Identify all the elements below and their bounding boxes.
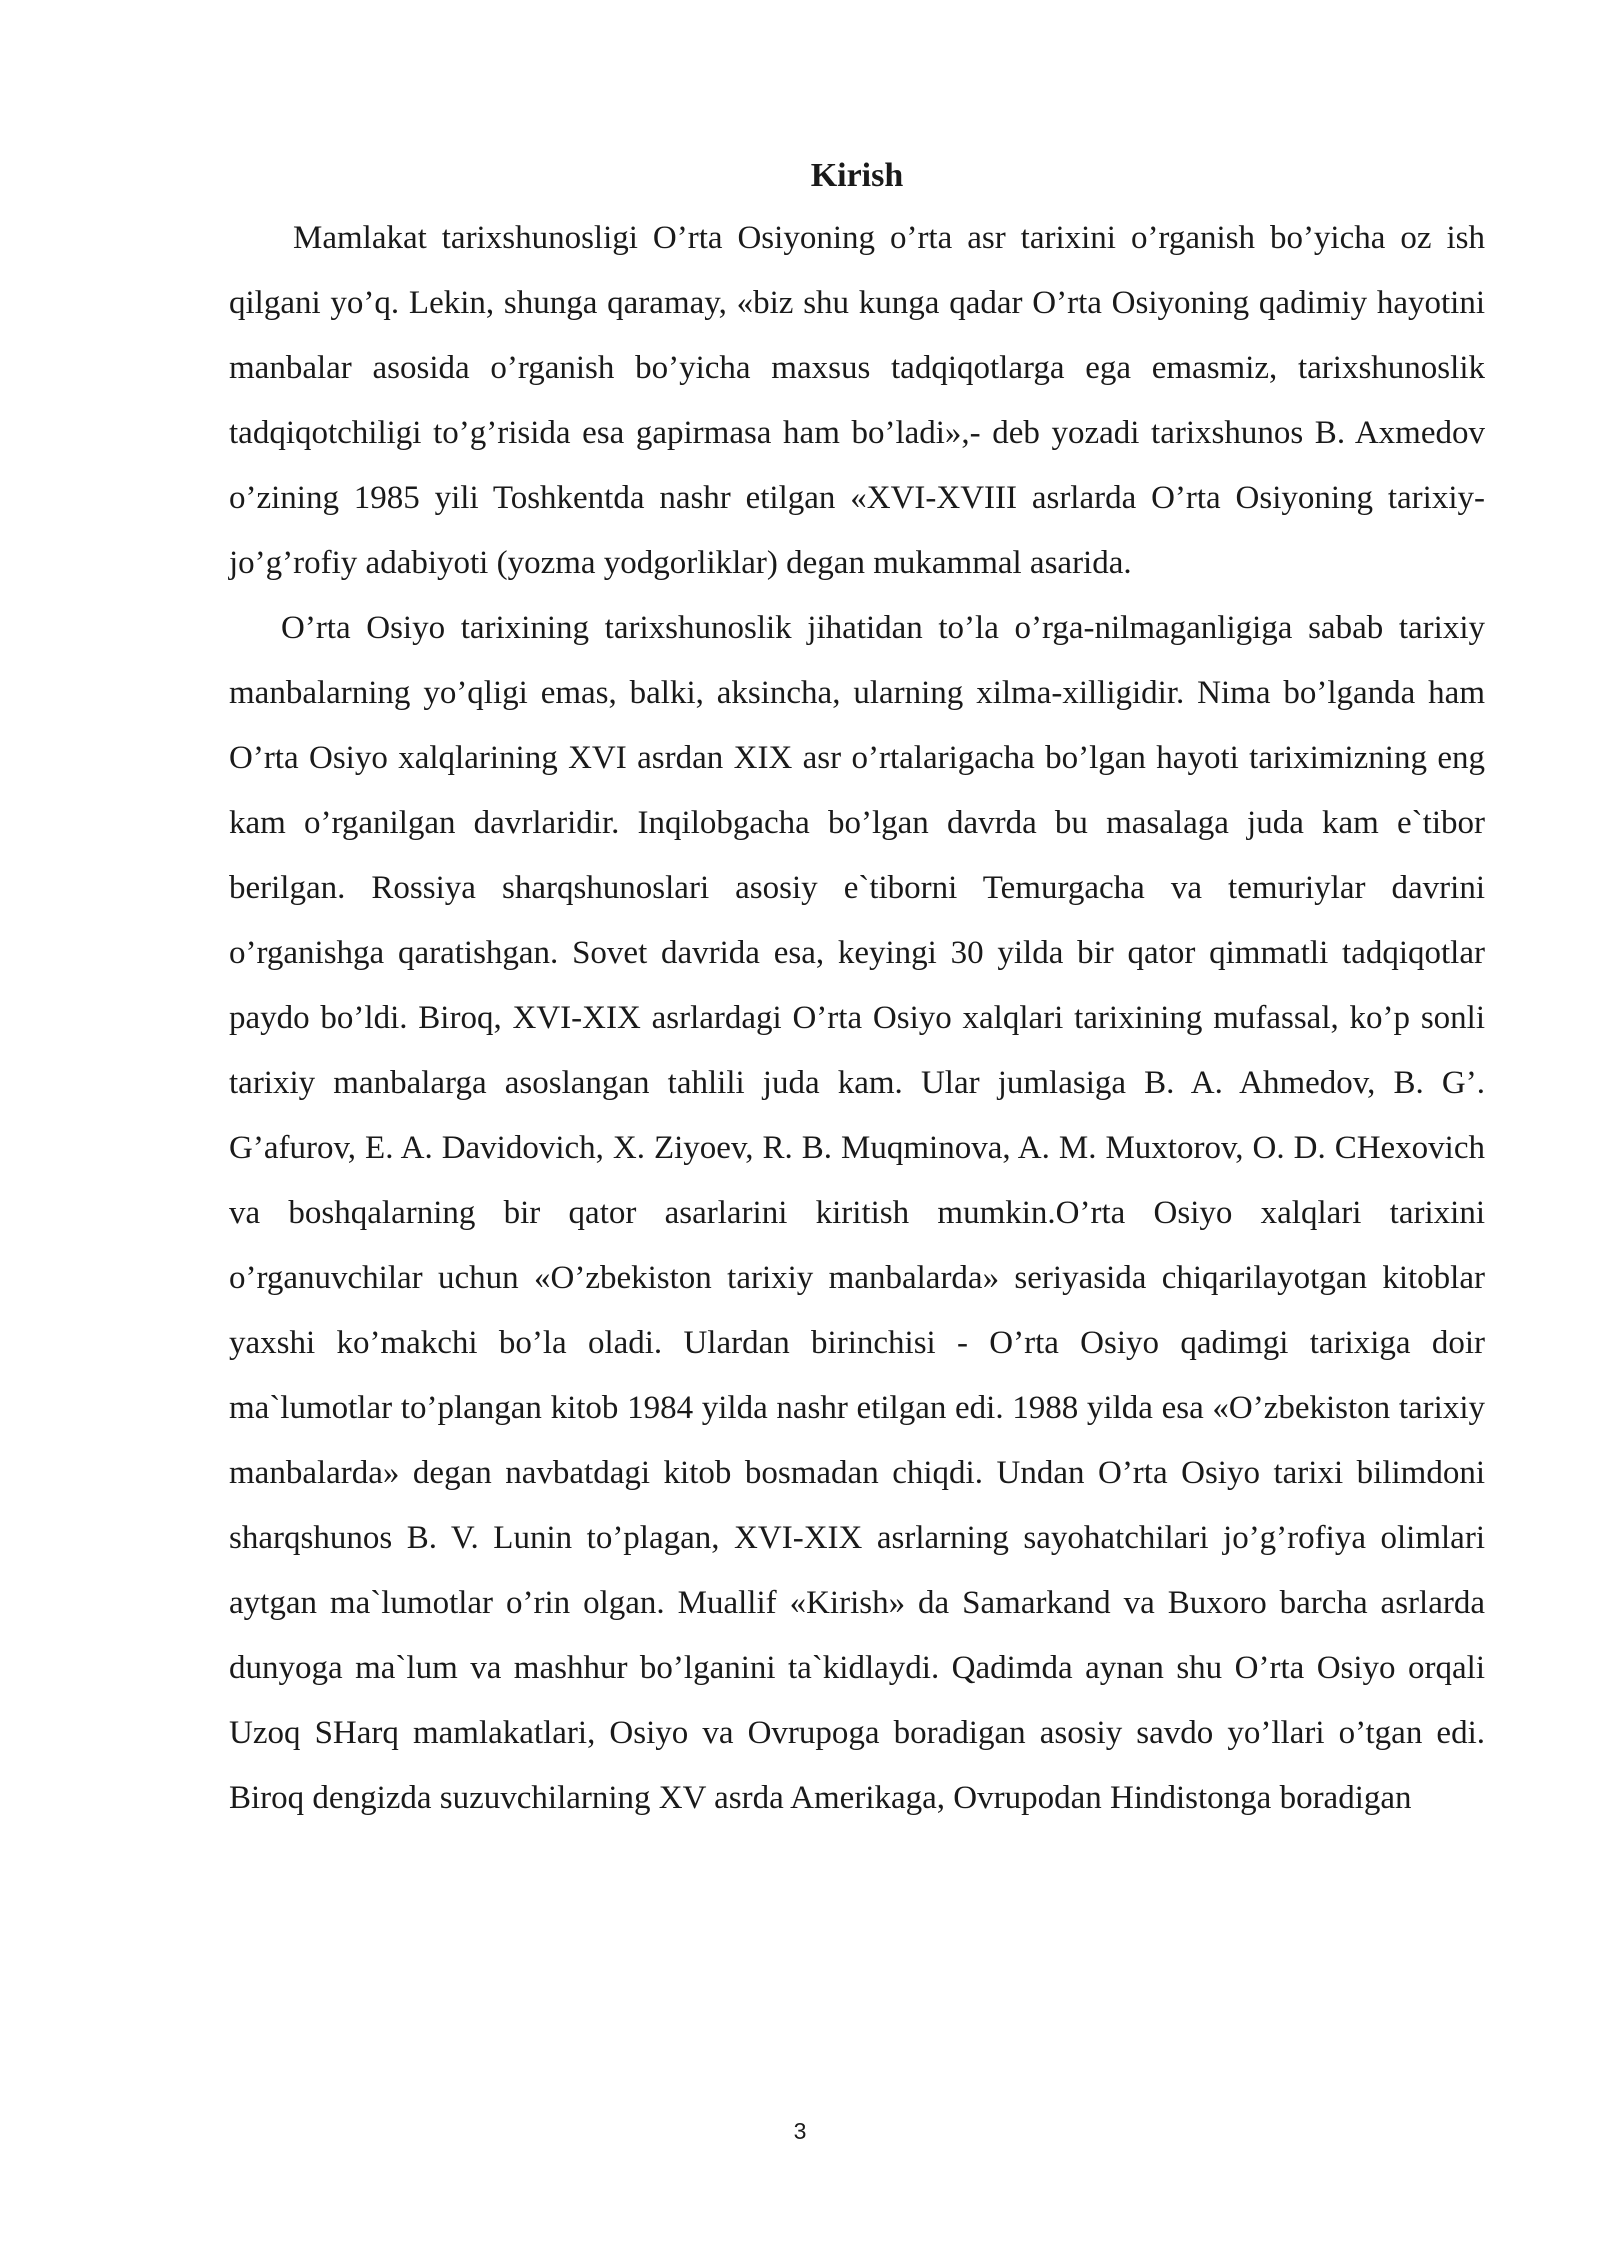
paragraph-intro: Mamlakat tarixshunosligi O’rta Osiyoning o’rta asr tarixini o’rganish bo’yicha oz ish qilgani yo’q. Lekin, shunga qaramay, «biz shu kunga qadar O’rta Osiyoning qadimiy hayotini manbalar asosida o’rganish bo’yicha maxsus tadqiqotlarga ega emasmiz, tarixshunoslik tadqiqotchiligi to’g’risida esa gapirmasa ham bo’ladi»,- deb yozadi tarixshunos B. Axmedov o’zining 1985 yili Toshkentda nashr etilgan «XVI-XVIII asrlarda O’rta Osiyoning tarixiy-jo’g’rofiy adabiyoti (yozma yodgorliklar) degan mukammal asarida. [229,220,1485,581]
page-body [229,150,1485,1831]
page-number: 3 [793,2118,807,2144]
paragraph-historiography: O’rta Osiyo tarixining tarixshunoslik jihatidan to’la o’rga-nilmaganligiga sabab tarixiy manbalarning yo’qligi emas, balki, aksincha, ularning xilma-xilligidir. Nima bo’lganda ham O’rta Osiyo xalqlarining XVI asrdan XIX asr o’rtalarigacha bo’lgan hayoti tariximizning eng kam o’rganilgan davrlaridir. Inqilobgacha bo’lgan davrda bu masalaga juda kam e`tibor berilgan. Rossiya sharqshunoslari asosiy e`tiborni Temurgacha va temuriylar davrini o’rganishga qaratishgan. Sovet davrida esa, keyingi 30 yilda bir qator qimmatli tadqiqotlar paydo bo’ldi. Biroq, XVI-XIX asrlardagi O’rta Osiyo xalqlari tarixining mufassal, ko’p sonli tarixiy manbalarga asoslangan tahlili juda kam. Ular jumlasiga B. A. Ahmedov, B. G’. G’afurov, E. A. Davidovich, X. Ziyoev, R. B. Muqminova, A. M. Muxtorov, O. D. CHexovich va boshqalarning bir qator asarlarini kiritish mumkin.O’rta Osiyo xalqlari tarixini o’rganuvchilar uchun «O’zbekiston tarixiy manbalarda» seriyasida chiqarilayotgan kitoblar yaxshi ko’makchi bo’la oladi. Ulardan birinchisi - O’rta Osiyo qadimgi tarixiga doir ma`lumotlar to’plangan kitob 1984 yilda nashr etilgan edi. 1988 yilda esa «O’zbekiston tarixiy manbalarda» degan navbatdagi kitob bosmadan chiqdi. Undan O’rta Osiyo tarixi bilimdoni sharqshunos B. V. Lunin to’plagan, XVI-XIX asrlarning sayohatchilari jo’g’rofiya olimlari aytgan ma`lumotlar o’rin olgan. Muallif «Kirish» da Samarkand va Buxoro barcha asrlarda dunyoga ma`lum va mashhur bo’lganini ta`kidlaydi. Qadimda aynan shu O’rta Osiyo orqali Uzoq SHarq mamlakatlari, Osiyo va Ovrupoga boradigan asosiy savdo yo’llari o’tgan edi. Biroq dengizda suzuvchilarning XV asrda Amerikaga, Ovrupodan Hindistonga boradigan [229,610,1485,1816]
section-title: Kirish [810,157,904,194]
